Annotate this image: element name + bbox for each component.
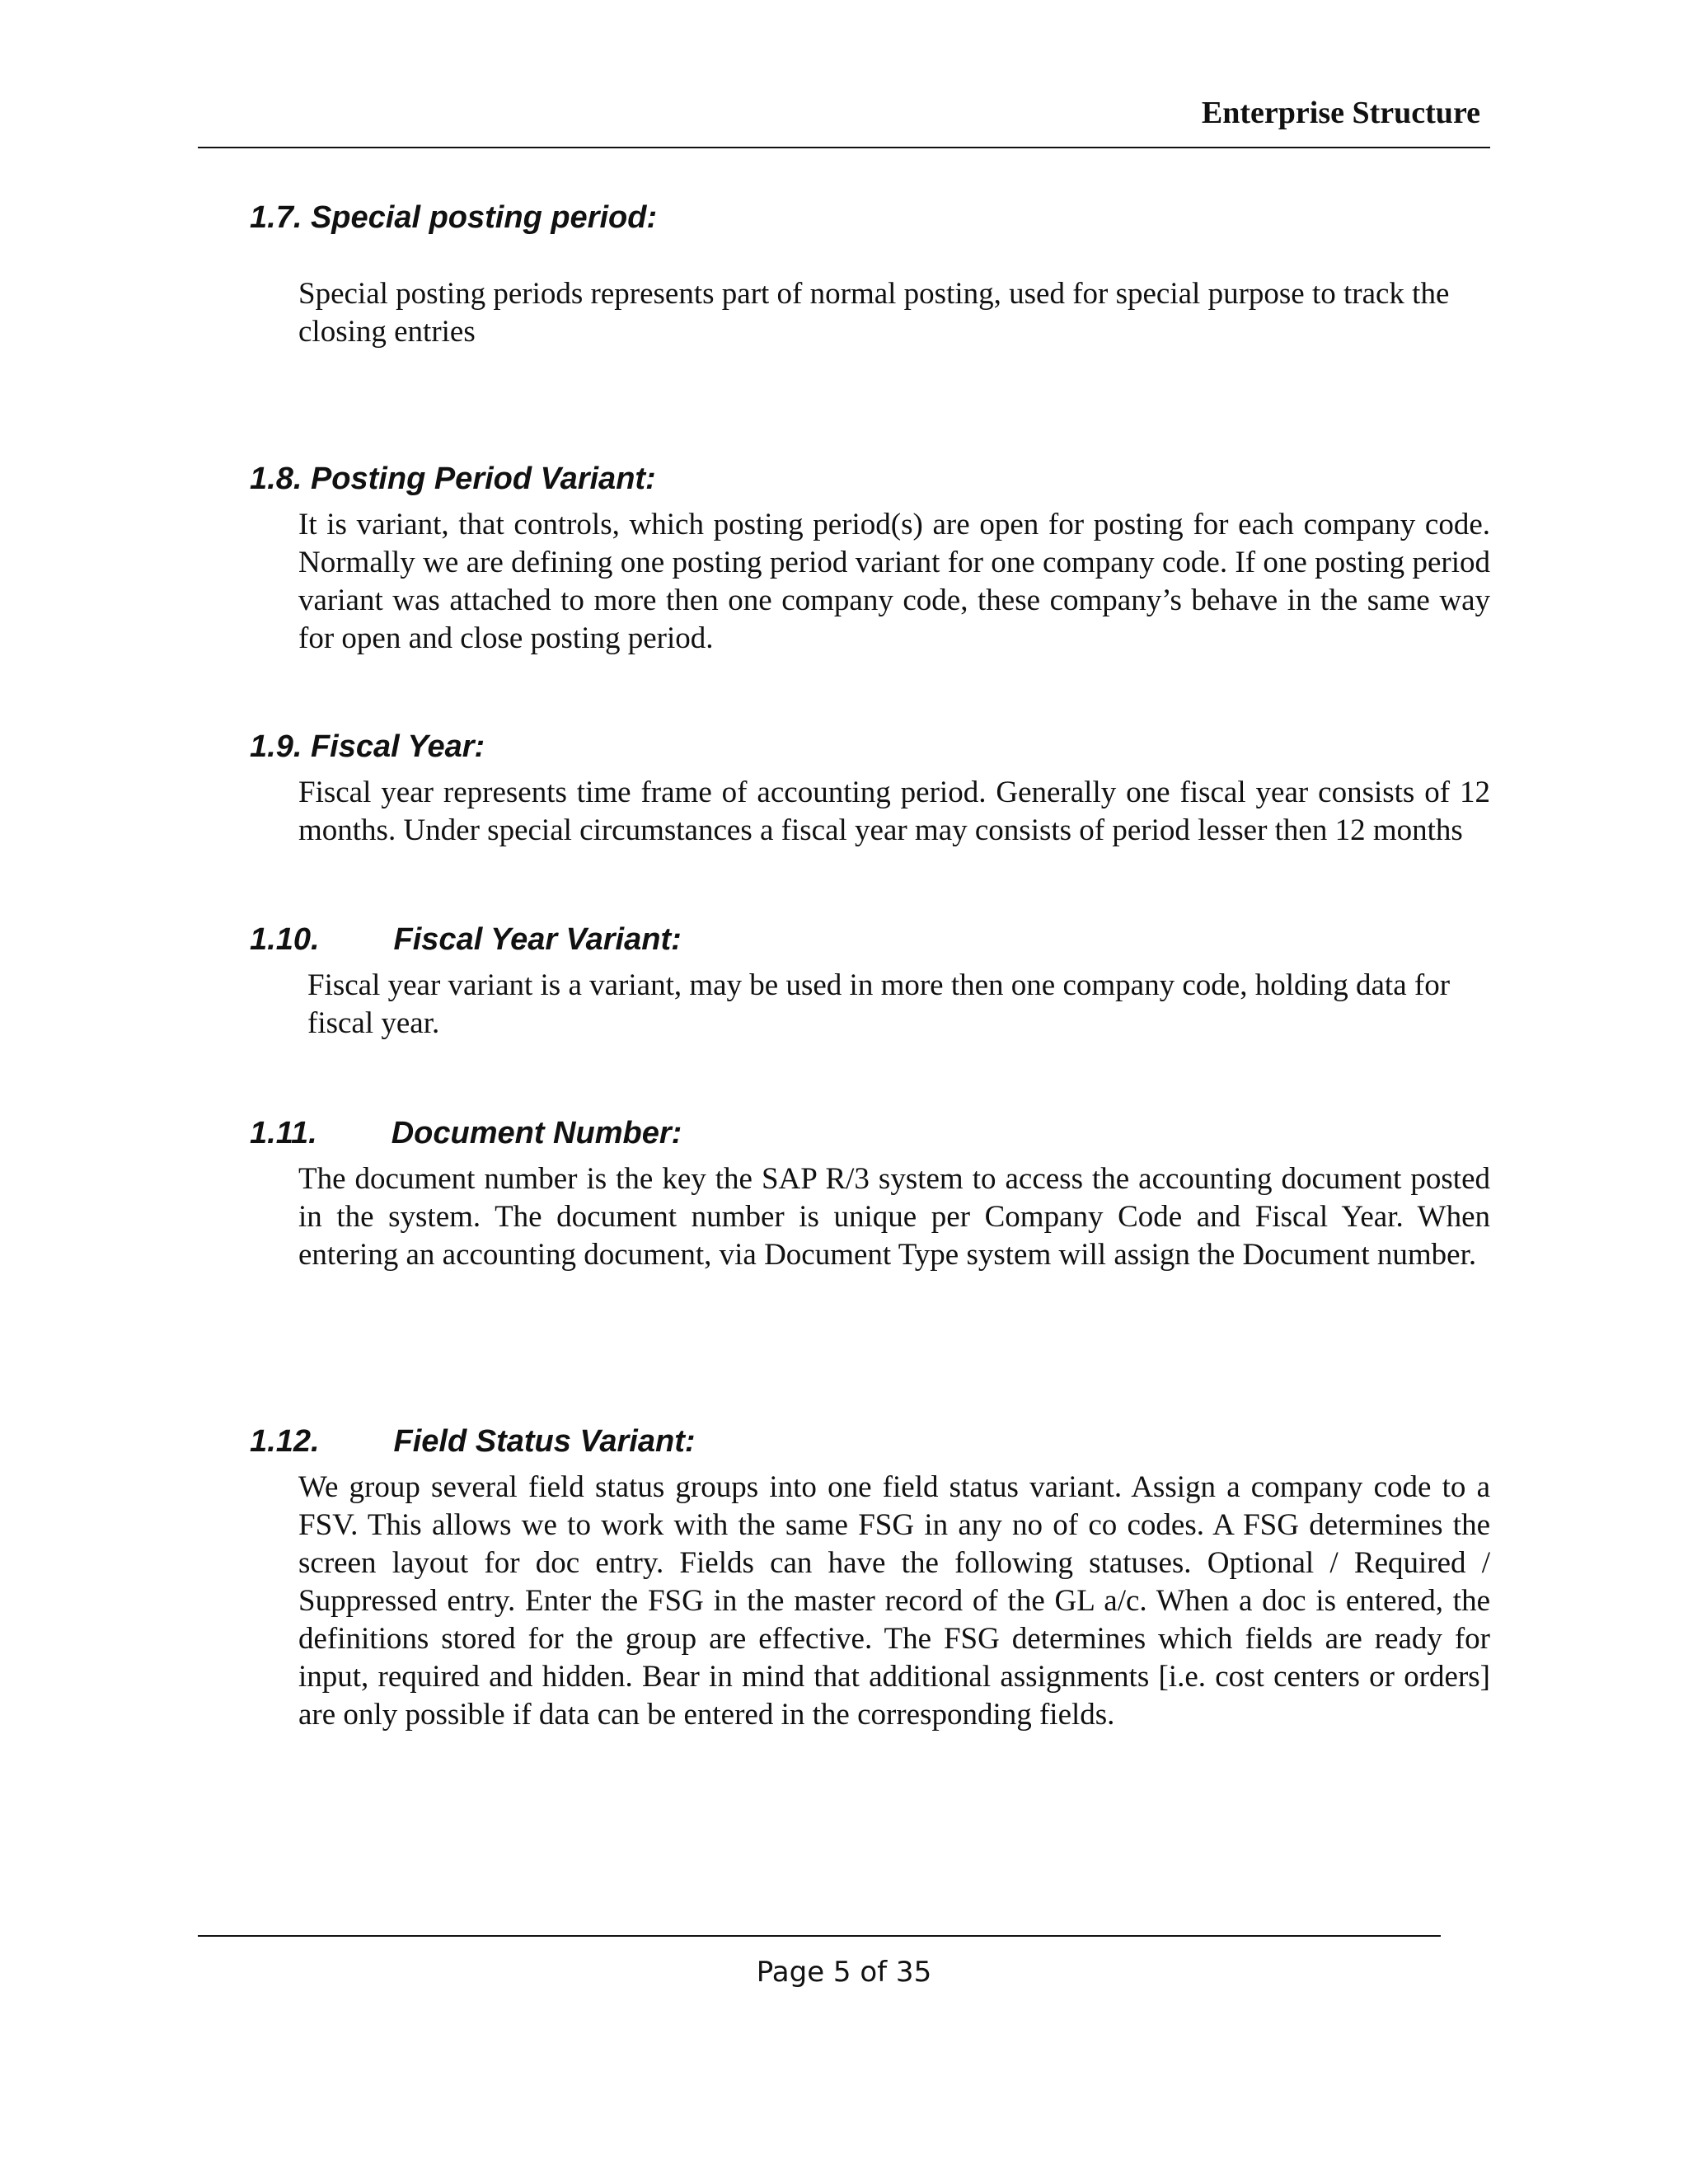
section-number: 1.10.	[250, 922, 320, 957]
section-number: 1.8.	[250, 462, 302, 496]
section-heading-1-9	[250, 731, 485, 762]
section-body-1-7: Special posting periods represents part of normal posting, used for special purpose to track the closing entries	[298, 277, 1450, 349]
section-body-1-11: The document number is the key the SAP R/3 system to access the accounting document posted in the system. The document number is unique per Company Code and Fiscal Year. When entering an accounting document, via Document Type system will assign the Document number.	[298, 1162, 1490, 1272]
section-heading-1-8	[250, 463, 656, 494]
section-body-1-8: It is variant, that controls, which posting period(s) are open for posting for each company code. Normally we are defining one posting period variant for one company code. If one posting period variant was attached to more then one company code, these company’s behave in the same way for open and close posting period.	[298, 508, 1490, 655]
section-heading-1-7	[250, 202, 657, 233]
section-number: 1.11.	[250, 1116, 317, 1151]
page-number: Page 5 of 35	[756, 1956, 932, 1989]
running-header-title: Enterprise Structure	[1201, 96, 1480, 130]
section-body-1-9: Fiscal year represents time frame of accounting period. Generally one fiscal year consists of 12 months. Under special circumstances a fiscal year may consists of period lesser then 12 months	[298, 776, 1490, 847]
section-body-1-10: Fiscal year variant is a variant, may be used in more then one company code, holding data for fiscal year.	[307, 968, 1451, 1040]
section-heading-1-11	[250, 1118, 682, 1149]
section-title: Posting Period Variant:	[310, 462, 656, 496]
section-number: 1.7.	[250, 200, 302, 235]
section-number: 1.12.	[250, 1424, 320, 1459]
section-title: Field Status Variant:	[393, 1424, 696, 1459]
section-title: Document Number:	[391, 1116, 682, 1151]
section-heading-1-10	[250, 924, 682, 955]
section-body-1-12: We group several field status groups into one field status variant. Assign a company code to a FSV. This allows we to work with the same FSG in any no of co codes. A FSG determines the screen layout for doc entry. Fields can have the following statuses. Optional / Required / Suppressed entry. Enter the FSG in the master record of the GL a/c. When a doc is entered, the definitions stored for the group are effective. The FSG determines which fields are ready for input, required and hidden. Bear in mind that additional assignments [i.e. cost centers or orders] are only possible if data can be entered in the corresponding fields.	[298, 1470, 1490, 1732]
header-rule	[198, 147, 1490, 148]
section-number: 1.9.	[250, 729, 302, 764]
section-title: Fiscal Year Variant:	[393, 922, 682, 957]
section-heading-1-12	[250, 1426, 696, 1457]
section-title: Special posting period:	[310, 200, 658, 235]
footer-rule	[198, 1935, 1441, 1937]
section-title: Fiscal Year:	[310, 729, 485, 764]
